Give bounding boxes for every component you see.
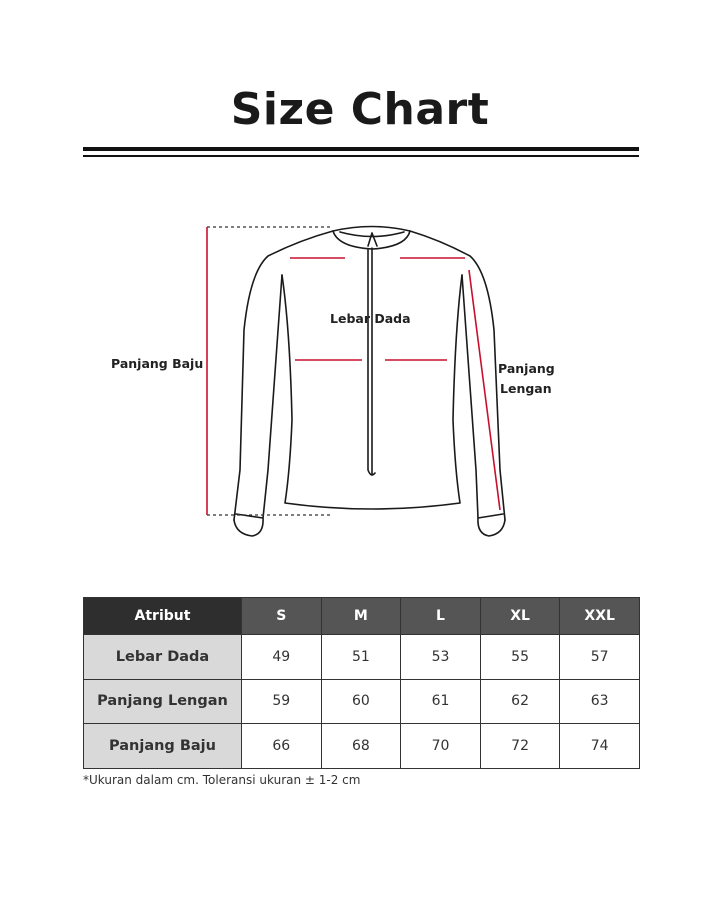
header-cell-l: L [401, 598, 481, 635]
table-cell: 63 [560, 679, 640, 724]
tolerance-note: *Ukuran dalam cm. Toleransi ukuran ± 1-2 cm [83, 773, 361, 787]
label-sleeve-line2: Lengan [500, 381, 552, 396]
table-row [84, 679, 640, 724]
table-cell: 55 [480, 635, 560, 680]
table-cell: 62 [480, 679, 560, 724]
header-cell-m: M [321, 598, 401, 635]
table-cell: 74 [560, 724, 640, 769]
header-cell-attribute: Atribut [84, 598, 242, 635]
table-cell: 53 [401, 635, 481, 680]
size-table [83, 597, 640, 769]
table-cell: 61 [401, 679, 481, 724]
shirt-cuff-left [234, 514, 263, 536]
table-cell: 68 [321, 724, 401, 769]
table-row [84, 635, 640, 680]
header-cell-xxl: XXL [560, 598, 640, 635]
shirt-collar [333, 227, 410, 250]
table-row [84, 724, 640, 769]
table-header-row [84, 598, 640, 635]
table-cell: 72 [480, 724, 560, 769]
row-label: Panjang Lengan [84, 679, 242, 724]
header-cell-s: S [242, 598, 322, 635]
label-chest-width: Lebar Dada [330, 311, 411, 326]
label-sleeve-line1: Panjang [498, 361, 555, 376]
row-label: Panjang Baju [84, 724, 242, 769]
shirt-cuff-right [478, 514, 505, 536]
table-cell: 49 [242, 635, 322, 680]
row-label: Lebar Dada [84, 635, 242, 680]
sleeve-length-line [469, 270, 500, 510]
label-body-length: Panjang Baju [111, 356, 204, 371]
table-cell: 51 [321, 635, 401, 680]
page-title: Size Chart [230, 84, 490, 135]
table-cell: 59 [242, 679, 322, 724]
table-cell: 57 [560, 635, 640, 680]
table-cell: 60 [321, 679, 401, 724]
table-cell: 66 [242, 724, 322, 769]
table-cell: 70 [401, 724, 481, 769]
header-cell-xl: XL [480, 598, 560, 635]
